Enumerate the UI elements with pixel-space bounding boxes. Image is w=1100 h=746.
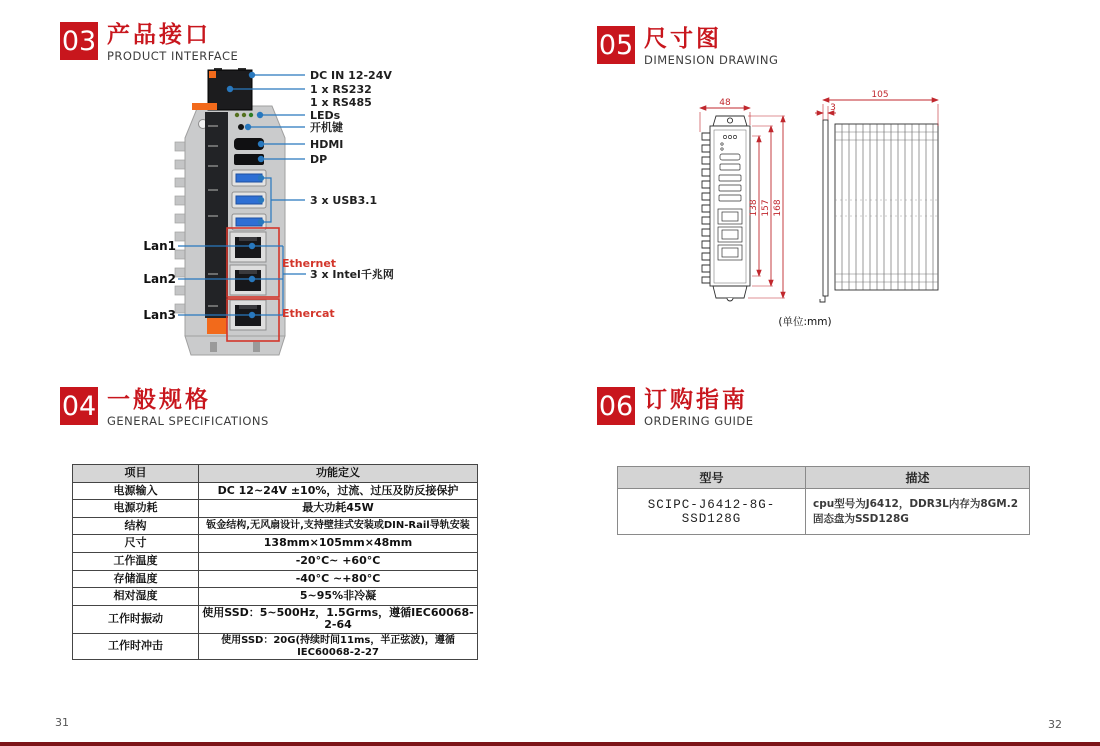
model-number: SCIPC-J6412-8G-SSD128G [618, 489, 806, 535]
spec-value: 钣金结构,无风扇设计,支持壁挂式安装或DIN-Rail导轨安装 [199, 517, 478, 535]
label-rs232: 1 x RS232 [310, 83, 372, 96]
front-panel-details [718, 135, 742, 260]
power-button [238, 124, 244, 130]
spec-item: 尺寸 [73, 535, 199, 553]
lan-pins [239, 305, 257, 309]
label-power-button: 开机键 [310, 121, 343, 134]
front-view [702, 116, 750, 301]
spec-value: -20°C~ +60°C [199, 552, 478, 570]
table-row [73, 570, 478, 588]
spec-value: 使用SSD：5~500Hz，1.5Grms，遵循IEC60068-2-64 [199, 605, 478, 633]
section-titles [644, 26, 778, 67]
section-titles [107, 22, 238, 63]
bottom-notch [727, 298, 733, 301]
label-leds: LEDs [310, 109, 341, 122]
section-title-en: ORDERING GUIDE [644, 414, 754, 429]
model-description: cpu型号为J6412，DDR3L内存为8GM.2固态盘为SSD128G [806, 489, 1030, 535]
general-specifications-table [72, 464, 478, 660]
table-header-row [73, 465, 478, 483]
section-number-badge: 06 [597, 387, 635, 425]
section-title-zh: 尺寸图 [644, 26, 722, 52]
orange-block [207, 318, 227, 334]
led-indicator [242, 113, 246, 117]
spec-value: DC 12~24V ±10%，过流、过压及防反接保护 [199, 482, 478, 500]
footer-bar [0, 742, 1100, 746]
label-intel-lan: 3 x Intel千兆网 [310, 268, 394, 281]
table-row [618, 489, 1030, 535]
dim-plate-thickness: 3 [830, 103, 836, 113]
heatsink-fin [175, 268, 185, 277]
heatsink-fin [175, 160, 185, 169]
section-title-zh: 订购指南 [644, 387, 748, 413]
chassis-base [185, 336, 285, 355]
front-panel-strip [205, 112, 228, 334]
spec-item: 工作温度 [73, 552, 199, 570]
heatsink-block [835, 124, 938, 290]
dim-height-inner: 138 [749, 199, 759, 217]
section-number-badge: 04 [60, 387, 98, 425]
unit-note: (单位:mm) [778, 316, 832, 328]
table-row [73, 605, 478, 633]
heatsink-fin [175, 304, 185, 313]
label-dc-in: DC IN 12-24V [310, 69, 392, 82]
table-row [73, 634, 478, 660]
section-number-badge: 03 [60, 22, 98, 60]
section-title-en: GENERAL SPECIFICATIONS [107, 414, 269, 429]
label-lan1: Lan1 [143, 239, 176, 253]
front-body [710, 126, 750, 286]
section-header-general-specifications [60, 387, 269, 428]
section-titles [107, 387, 269, 428]
table-row [73, 500, 478, 518]
label-rs485: 1 x RS485 [310, 96, 372, 109]
page-number-right: 32 [1048, 718, 1062, 731]
section-title-en: DIMENSION DRAWING [644, 53, 779, 68]
section-header-product-interface [60, 22, 238, 63]
front-fins [702, 133, 710, 283]
plate-hook [820, 296, 825, 302]
base-slot [210, 342, 217, 352]
label-ethercat: Ethercat [282, 307, 335, 320]
lan-pins [239, 270, 257, 274]
spec-value: 5~95%非冷凝 [199, 588, 478, 606]
heatsink-fin [175, 214, 185, 223]
page-number-left: 31 [55, 716, 69, 729]
spec-value: 138mm×105mm×48mm [199, 535, 478, 553]
section-title-zh: 一般规格 [107, 387, 211, 413]
side-view [820, 120, 938, 302]
dim-height-total: 168 [773, 199, 783, 217]
heatsink-fin [175, 142, 185, 151]
label-usb: 3 x USB3.1 [310, 194, 378, 207]
section-title-en: PRODUCT INTERFACE [107, 49, 239, 64]
spec-item: 电源功耗 [73, 500, 199, 518]
section-number-badge: 05 [597, 26, 635, 64]
column-header: 项目 [73, 465, 199, 483]
label-lan2: Lan2 [143, 272, 176, 286]
dim-front-width: 48 [719, 98, 731, 108]
table-header-row [618, 467, 1030, 489]
lan-pins [239, 237, 257, 241]
section-header-dimension-drawing [597, 26, 778, 67]
led-indicator [249, 113, 253, 117]
spec-value: -40°C ~+80°C [199, 570, 478, 588]
section-titles [644, 387, 754, 428]
label-ethernet: Ethernet [282, 257, 337, 270]
table-row [73, 535, 478, 553]
bottom-mounting-tab [713, 286, 747, 298]
heatsink-fin [175, 178, 185, 187]
spec-item: 结构 [73, 517, 199, 535]
table-row [73, 588, 478, 606]
ordering-guide-table [617, 466, 1030, 535]
table-row [73, 482, 478, 500]
mounting-plate [823, 120, 828, 296]
column-header: 型号 [618, 467, 806, 489]
column-header: 描述 [806, 467, 1030, 489]
heatsink-fin [175, 250, 185, 259]
dimension-drawing [640, 88, 980, 333]
table-row [73, 552, 478, 570]
table-row [73, 517, 478, 535]
label-lan3: Lan3 [143, 308, 176, 322]
led-indicator [235, 113, 239, 117]
spec-item: 工作时振动 [73, 605, 199, 633]
heatsink-fin [175, 232, 185, 241]
column-header: 功能定义 [199, 465, 478, 483]
dim-side-depth: 105 [871, 90, 889, 100]
heatsink-fin [175, 286, 185, 295]
dim-height-mid: 157 [761, 199, 771, 217]
label-dp: DP [310, 153, 328, 166]
base-slot [253, 342, 260, 352]
orange-strip [192, 103, 217, 110]
section-title-zh: 产品接口 [107, 22, 211, 48]
terminal-orange-screw [209, 71, 216, 78]
spec-item: 电源输入 [73, 482, 199, 500]
section-header-ordering-guide [597, 387, 754, 428]
product-interface-diagram [140, 68, 480, 358]
spec-item: 存储温度 [73, 570, 199, 588]
label-hdmi: HDMI [310, 138, 344, 151]
spec-value: 使用SSD：20G(持续时间11ms，半正弦波)，遵循IEC60068-2-27 [199, 634, 478, 660]
spec-item: 工作时冲击 [73, 634, 199, 660]
heatsink-fin [175, 196, 185, 205]
spec-value: 最大功耗45W [199, 500, 478, 518]
spec-item: 相对湿度 [73, 588, 199, 606]
